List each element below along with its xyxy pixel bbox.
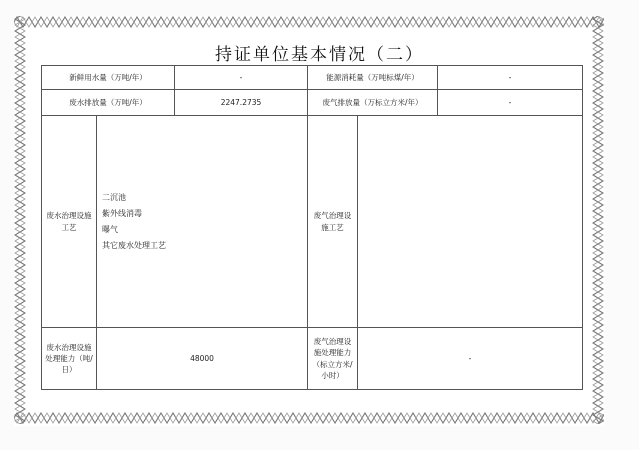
decorative-border-left (14, 16, 26, 424)
exhaust-capacity-value: - (358, 328, 583, 390)
exhaust-process-value (358, 116, 583, 328)
energy-value: - (438, 66, 583, 90)
decorative-border-right (592, 16, 604, 424)
wastewater-capacity-label: 废水治理设施处理能力（吨/日） (42, 328, 97, 390)
list-item: 二沉池 (102, 192, 126, 202)
list-item: 其它废水处理工艺 (102, 240, 166, 250)
exhaust-emission-label: 废气排放量（万标立方米/年） (308, 90, 438, 116)
decorative-border-top (14, 16, 604, 28)
exhaust-capacity-label: 废气治理设施处理能力（标立方米/小时） (308, 328, 358, 390)
table-row (42, 66, 583, 90)
table-row (42, 328, 583, 390)
wastewater-process-list (97, 116, 308, 328)
list-item: 紫外线消毒 (102, 208, 142, 218)
table-row (42, 116, 583, 328)
info-table (41, 65, 583, 390)
energy-label: 能源消耗量（万吨标煤/年） (308, 66, 438, 90)
wastewater-process-label: 废水治理设施工艺 (42, 116, 97, 328)
fresh-water-label: 新鲜用水量（万吨/年） (42, 66, 175, 90)
fresh-water-value: - (175, 66, 308, 90)
decorative-border-bottom (14, 412, 604, 424)
list-item: 曝气 (102, 224, 118, 234)
page-title: 持证单位基本情况（二） (215, 45, 424, 65)
table-row (42, 90, 583, 116)
exhaust-process-label: 废气治理设施工艺 (308, 116, 358, 328)
exhaust-emission-value: - (438, 90, 583, 116)
wastewater-emission-value: 2247.2735 (175, 90, 308, 116)
wastewater-emission-label: 废水排放量（万吨/年） (42, 90, 175, 116)
wastewater-capacity-value: 48000 (97, 328, 308, 390)
